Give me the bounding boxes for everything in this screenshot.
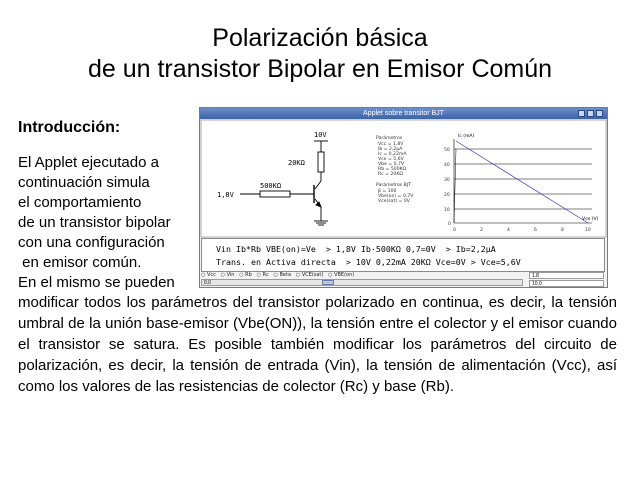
x-tick-label: 4 [507,228,510,233]
param-line: Rb = 500KΩ [378,167,407,172]
formula-line-2: Trans. en Activa directa > 10V 0,22mA 20KΩ Vce=0V > Vce=5,6V [216,257,521,267]
rb-resistor [260,191,290,197]
param-line: Rc = 20KΩ [378,172,403,177]
x-tick-label: 10 [585,228,591,233]
x-tick-label: 2 [480,228,483,233]
rc-label: 20KΩ [288,159,305,167]
y-tick-label: 40 [444,163,450,168]
canvas-frame [201,120,606,237]
x-tick-label: 0 [453,228,456,233]
x-tick-label: 8 [561,228,564,233]
intro-heading: Introducción: [18,119,121,136]
applet-title: Applet sobre transitor BJT [363,110,444,117]
graph-y-unit: Ic (mA) [458,134,475,139]
slide-title-line1: Polarización básica [212,24,428,52]
vcc-label: 10V [314,131,327,139]
parameter-slider[interactable] [201,279,523,286]
intro-line: continuación simula [18,174,150,191]
minimize-button[interactable] [578,110,585,117]
y-tick-label: 50 [444,148,450,153]
intro-line: de un transistor bipolar [18,214,171,231]
rc-resistor [318,152,324,172]
intro-line: en emisor común. [18,254,142,271]
intro-line: En el mismo se pueden [18,274,175,291]
y-tick-label: 10 [444,208,450,213]
intro-line: el comportamiento [18,194,142,211]
vin-label: 1,8V [217,191,234,199]
maximize-button[interactable] [587,110,594,117]
intro-line: El Applet ejecutado a [18,154,159,171]
y-tick-label: 30 [444,178,450,183]
applet-canvas [200,119,607,238]
params-heading-1: Parámetros [376,136,403,141]
value-field-1[interactable]: 1.8 [529,272,604,279]
intro-line: con una configuración [18,234,165,251]
applet-controls [201,272,605,287]
body-paragraph: modificar todos los parámetros del transistor polarizado en continua, es decir, la tensión umbral de la unión base-emisor (Vbe(ON)), la tensión entre el colector y el emisor cuando el transistor se satura. Es posible también modificar los parámetros del circuito de polarización, es decir, la tensión de entrada (Vin), la tensión de alimentación (Vcc), así como los valores de las resistencias de colector (Rc) y base (Rb). [18,294,617,395]
y-tick-label: 0 [448,222,451,227]
applet-titlebar[interactable] [200,108,607,119]
parameter-radio-group[interactable]: ○ Vcc ○ Vin ○ Rb ○ Rc ○ Beta ○ VCE(sat) ○ VBE(on) [201,272,355,278]
close-button[interactable] [596,110,603,117]
param-line: Vcc = 1,8V [378,142,404,147]
param-line: Vbe(on) = 0,7V [378,194,414,199]
slider-value: 0.0 [204,280,211,286]
x-tick-label: 6 [534,228,537,233]
slider-thumb[interactable] [322,280,334,285]
slide-title-line2: de un transistor Bipolar en Emisor Común [87,55,553,83]
params-heading-2: Parámetros BJT [376,183,411,188]
param-line: β = 100 [378,189,397,194]
applet-window[interactable] [199,107,608,288]
param-line: Vce(sat) = 0V [378,199,410,204]
formula-panel [201,238,605,272]
value-field-2[interactable]: 10.0 [529,280,604,287]
param-line: Vbe = 0,7V [378,162,405,167]
formula-line-1: Vin Ib*Rb VBE(on)=Ve > 1,8V Ib·500KΩ 0,7=0V > Ib=2,2μA [216,244,496,254]
y-tick-label: 20 [444,193,450,198]
param-line: Vce = 5,6V [378,157,404,162]
param-line: Ic = 0,22mA [378,152,407,157]
param-line: Ib = 2,2μA [378,147,403,152]
graph-x-unit: Vce (V) [582,217,599,222]
rb-label: 500KΩ [260,182,282,190]
